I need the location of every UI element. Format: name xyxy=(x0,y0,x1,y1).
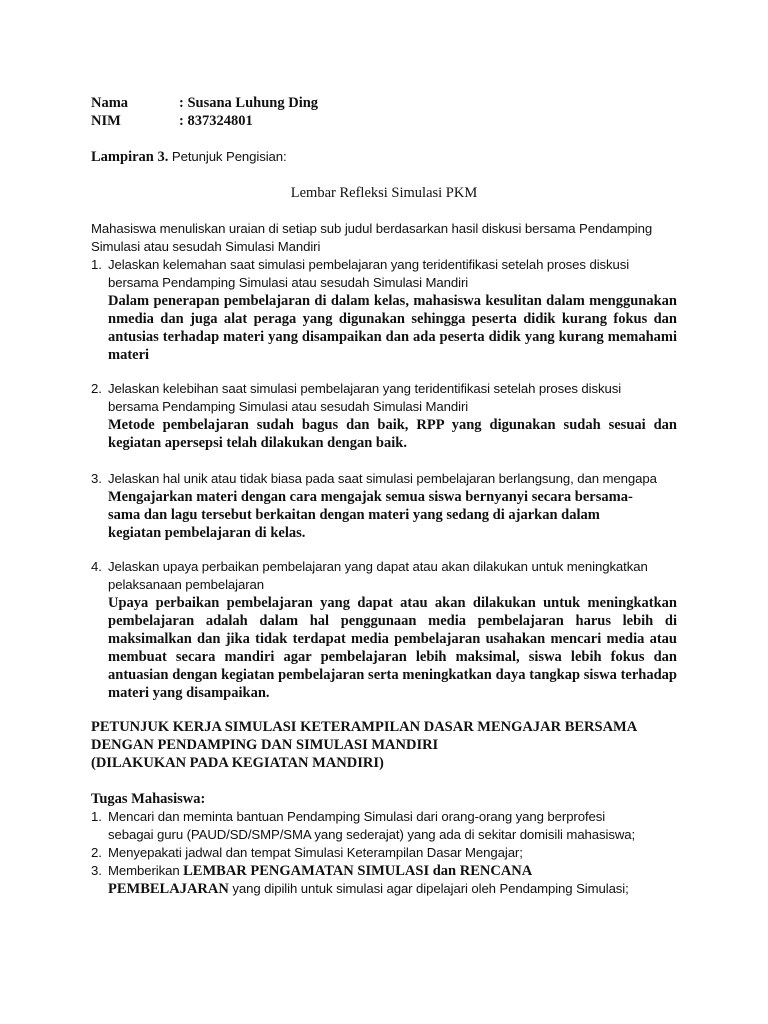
list-item-text: Memberikan xyxy=(108,863,184,878)
nim-value: : 837324801 xyxy=(179,113,253,129)
question-text: bersama Pendamping Simulasi atau sesudah Simulasi Mandiri xyxy=(108,275,469,290)
question-1 xyxy=(91,256,677,364)
question-text: Jelaskan hal unik atau tidak biasa pada saat simulasi pembelajaran berlangsung, dan mengapa xyxy=(108,471,657,486)
list-number: 1. xyxy=(91,809,102,824)
list-item-text: Menyepakati jadwal dan tempat Simulasi Keterampilan Dasar Mengajar; xyxy=(108,845,523,860)
answer-text: Upaya perbaikan pembelajaran yang dapat atau akan dilakukan untuk meningkatkan pembelajaran adalah dalam hal penggunaan media pembelajaran harus lebih di maksimalkan dan jika tidak terdapat media pembelajaran usahakan mencari media atau membuat secara mandiri agar pembelajaran lebih maksimal, siswa lebih fokus dan antuasian dengan kegiatan pembelajaran serta meningkatkan daya tangkap siswa terhadap materi yang disampaikan. xyxy=(108,595,677,701)
list-number: 3. xyxy=(91,863,102,878)
question-text: pelaksanaan pembelajaran xyxy=(108,577,264,592)
list-item-text: sebagai guru (PAUD/SD/SMP/SMA yang sederajat) yang ada di sekitar domisili mahasiswa; xyxy=(108,827,636,842)
section-heading-line: DENGAN PENDAMPING DAN SIMULASI MANDIRI xyxy=(91,737,439,753)
list-item-text: Mencari dan meminta bantuan Pendamping Simulasi dari orang-orang yang berprofesi xyxy=(108,809,606,824)
tugas-list xyxy=(91,808,677,898)
answer-line: kegiatan pembelajaran di kelas. xyxy=(108,525,306,541)
question-number: 2. xyxy=(91,381,102,396)
name-value: : Susana Luhung Ding xyxy=(179,95,319,111)
question-3 xyxy=(91,470,677,542)
intro-paragraph xyxy=(91,220,677,256)
section-heading xyxy=(91,718,677,772)
question-number: 3. xyxy=(91,471,102,486)
list-item-bold: PEMBELAJARAN xyxy=(108,881,229,897)
list-number: 2. xyxy=(91,845,102,860)
section-heading-line: PETUNJUK KERJA SIMULASI KETERAMPILAN DASAR MENGAJAR BERSAMA xyxy=(91,719,638,735)
list-item-bold: LEMBAR PENGAMATAN SIMULASI dan RENCANA xyxy=(183,863,533,879)
intro-line: Mahasiswa menuliskan uraian di setiap sub judul berdasarkan hasil diskusi bersama Pendamping xyxy=(91,221,653,236)
answer-line: Mengajarkan materi dengan cara mengajak semua siswa bernyanyi secara bersama- xyxy=(108,489,633,505)
question-text: Jelaskan kelebihan saat simulasi pembelajaran yang teridentifikasi setelah proses diskusi xyxy=(108,381,622,396)
question-text: Jelaskan upaya perbaikan pembelajaran yang dapat atau akan dilakukan untuk meningkatkan xyxy=(108,559,648,574)
question-number: 1. xyxy=(91,257,102,272)
question-number: 4. xyxy=(91,559,102,574)
lampiran-text: Petunjuk Pengisian: xyxy=(168,149,287,164)
question-text: Jelaskan kelemahan saat simulasi pembelajaran yang teridentifikasi setelah proses diskusi xyxy=(108,257,630,272)
intro-line: Simulasi atau sesudah Simulasi Mandiri xyxy=(91,239,321,254)
list-item-text: yang dipilih untuk simulasi agar dipelajari oleh Pendamping Simulasi; xyxy=(228,881,629,896)
lampiran-label: Lampiran 3. xyxy=(91,149,169,165)
answer-text: Metode pembelajaran sudah bagus dan baik, RPP yang digunakan sudah sesuai dan kegiatan apersepsi telah dilakukan dengan baik. xyxy=(108,417,677,451)
name-row xyxy=(91,94,677,112)
answer-line: sama dan lagu tersebut berkaitan dengan materi yang sedang di ajarkan dalam xyxy=(108,507,600,523)
tugas-heading: Tugas Mahasiswa: xyxy=(91,791,206,807)
question-text: bersama Pendamping Simulasi atau sesudah Simulasi Mandiri xyxy=(108,399,469,414)
lampiran-line xyxy=(91,148,677,166)
question-4 xyxy=(91,558,677,702)
nim-row xyxy=(91,112,677,130)
answer-text: Dalam penerapan pembelajaran di dalam kelas, mahasiswa kesulitan dalam menggunakan nmedia dan juga alat peraga yang digunakan sehingga peserta didik kurang fokus dan antusias terhadap materi yang disampaikan dan ada peserta didik yang kurang memahami materi xyxy=(108,293,677,363)
section-heading-line: (DILAKUKAN PADA KEGIATAN MANDIRI) xyxy=(91,755,384,771)
question-2 xyxy=(91,380,677,452)
name-label: Nama xyxy=(91,95,129,111)
document-title: Lembar Refleksi Simulasi PKM xyxy=(290,185,478,201)
nim-label: NIM xyxy=(91,113,121,129)
